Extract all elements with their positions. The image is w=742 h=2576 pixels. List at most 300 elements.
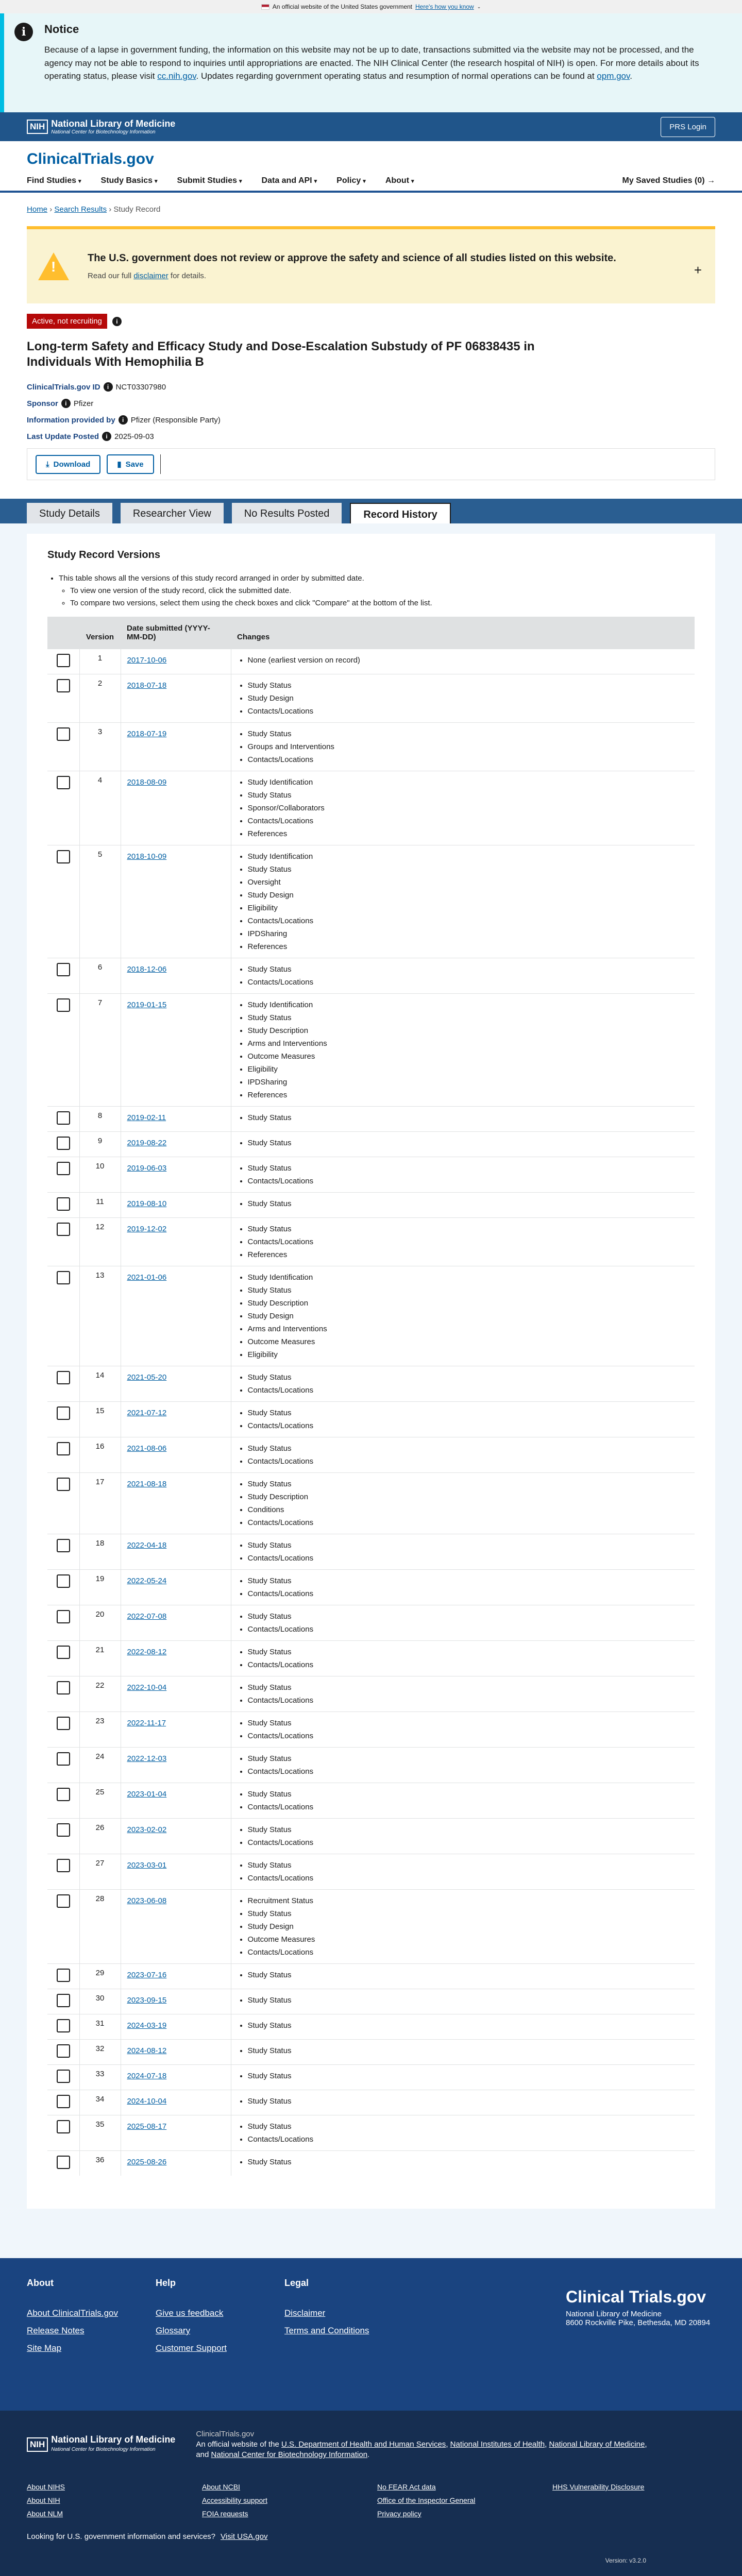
version-date-link[interactable]: 2022-11-17 bbox=[127, 1719, 166, 1727]
changes-list bbox=[238, 1574, 689, 1600]
info-icon: i bbox=[14, 23, 33, 41]
compare-checkbox[interactable] bbox=[57, 1610, 70, 1623]
version-date-link[interactable]: 2022-12-03 bbox=[127, 1754, 167, 1763]
date-cell bbox=[121, 649, 231, 674]
sponsor: Pfizer bbox=[73, 399, 94, 408]
compare-checkbox[interactable] bbox=[57, 1894, 70, 1908]
change-item: • Study Status bbox=[248, 1111, 689, 1124]
compare-checkbox[interactable] bbox=[57, 1162, 70, 1175]
nav-about[interactable] bbox=[385, 176, 414, 185]
compare-checkbox[interactable] bbox=[57, 2044, 70, 2058]
nav-submit-studies[interactable] bbox=[177, 176, 242, 185]
version-number: 6 bbox=[79, 958, 121, 994]
version-number: 22 bbox=[79, 1676, 121, 1712]
changes-cell bbox=[231, 771, 695, 845]
version-date-link[interactable]: 2019-08-10 bbox=[127, 1199, 167, 1208]
usa-gov-row bbox=[27, 2532, 715, 2541]
date-cell bbox=[121, 771, 231, 845]
change-item: • Study Status bbox=[248, 727, 689, 740]
versions-table bbox=[47, 617, 695, 2176]
nih-logo-mark: NIH bbox=[27, 2437, 48, 2452]
change-item: • Study Identification bbox=[248, 850, 689, 863]
change-item: • Contacts/Locations bbox=[248, 1658, 689, 1671]
record-history-card bbox=[27, 534, 715, 2209]
select-cell bbox=[47, 1218, 79, 1266]
changes-list bbox=[238, 654, 689, 667]
change-item: • Contacts/Locations bbox=[248, 1587, 689, 1600]
version-date-link[interactable]: 2023-07-16 bbox=[127, 1971, 167, 1979]
select-cell bbox=[47, 1748, 79, 1783]
nih-link[interactable]: National Institutes of Health bbox=[450, 2440, 545, 2449]
table-row bbox=[47, 2014, 695, 2040]
changes-list bbox=[238, 1137, 689, 1149]
table-row bbox=[47, 1193, 695, 1218]
disclaimer-link[interactable]: disclaimer bbox=[133, 272, 168, 280]
date-cell bbox=[121, 2151, 231, 2176]
nav-find-studies[interactable] bbox=[27, 176, 81, 185]
info-icon[interactable]: i bbox=[61, 399, 71, 408]
changes-cell bbox=[231, 958, 695, 994]
changes-list bbox=[238, 2156, 689, 2168]
footer-bottom-link[interactable]: No FEAR Act data bbox=[377, 2483, 436, 2491]
ncbi-link[interactable]: National Center for Biotechnology Information bbox=[211, 2450, 368, 2459]
table-row bbox=[47, 958, 695, 994]
compare-checkbox[interactable] bbox=[57, 1994, 70, 2007]
footer-link[interactable]: Customer Support bbox=[156, 2343, 227, 2353]
change-item: • Study Status bbox=[248, 1539, 689, 1552]
footer-bottom-link[interactable]: Accessibility support bbox=[202, 2496, 267, 2504]
change-item: • Study Status bbox=[248, 2044, 689, 2057]
change-item: • Sponsor/Collaborators bbox=[248, 802, 689, 815]
change-item: • Study Status bbox=[248, 1788, 689, 1801]
compare-checkbox[interactable] bbox=[57, 2070, 70, 2083]
change-item: • Contacts/Locations bbox=[248, 1801, 689, 1814]
version-date-link[interactable]: 2022-10-04 bbox=[127, 1683, 167, 1692]
footer-bottom-link[interactable]: About NIHS bbox=[27, 2483, 65, 2491]
compare-checkbox[interactable] bbox=[57, 1271, 70, 1284]
ncbi-name: National Center for Biotechnology Information bbox=[51, 129, 156, 135]
version-date-link[interactable]: 2021-07-12 bbox=[127, 1409, 167, 1417]
tab-researcher-view[interactable]: Researcher View bbox=[121, 503, 224, 523]
footer-bottom-link[interactable]: Privacy policy bbox=[377, 2510, 421, 2518]
breadcrumb-current: Study Record bbox=[113, 205, 161, 214]
compare-checkbox[interactable] bbox=[57, 2095, 70, 2108]
nav-data-api[interactable] bbox=[262, 176, 317, 185]
version-date-link[interactable]: 2018-07-18 bbox=[127, 681, 167, 690]
table-row bbox=[47, 1570, 695, 1605]
tab-study-details[interactable]: Study Details bbox=[27, 503, 112, 523]
date-cell bbox=[121, 1157, 231, 1193]
change-item: • Contacts/Locations bbox=[248, 1730, 689, 1742]
version-number: 2 bbox=[79, 674, 121, 723]
version-number: 34 bbox=[79, 2090, 121, 2115]
changes-list bbox=[238, 1111, 689, 1124]
compare-checkbox[interactable] bbox=[57, 1223, 70, 1236]
compare-checkbox[interactable] bbox=[57, 1717, 70, 1730]
change-item: • Study Status bbox=[248, 1823, 689, 1836]
footer-link[interactable]: Give us feedback bbox=[156, 2308, 224, 2318]
nlm-footer-logo[interactable] bbox=[27, 2429, 175, 2460]
changes-cell bbox=[231, 1964, 695, 1989]
changes-cell bbox=[231, 1854, 695, 1890]
footer-bottom-link[interactable]: About NCBI bbox=[202, 2483, 240, 2491]
nav-label: Data and API bbox=[261, 176, 312, 185]
expand-icon[interactable]: + bbox=[694, 262, 702, 278]
change-item: • Study Status bbox=[248, 1197, 689, 1210]
version-number: 28 bbox=[79, 1890, 121, 1964]
version-number: 32 bbox=[79, 2040, 121, 2065]
changes-cell bbox=[231, 2014, 695, 2040]
compare-checkbox[interactable] bbox=[57, 850, 70, 863]
change-item: • Study Status bbox=[248, 1717, 689, 1730]
change-item: • Study Status bbox=[248, 2095, 689, 2108]
version-number: 33 bbox=[79, 2065, 121, 2090]
date-cell bbox=[121, 2090, 231, 2115]
version-date-link[interactable]: 2024-08-12 bbox=[127, 2046, 167, 2055]
tab-record-history[interactable]: Record History bbox=[350, 503, 450, 523]
disclaimer-post: for details. bbox=[168, 272, 207, 280]
footer-bottom-link[interactable]: About NIH bbox=[27, 2496, 60, 2504]
download-label: Download bbox=[53, 460, 91, 469]
info-icon[interactable]: i bbox=[112, 317, 122, 326]
save-button[interactable] bbox=[107, 454, 154, 474]
gov-banner bbox=[0, 0, 742, 13]
col-date: Date submitted (YYYY-MM-DD) bbox=[121, 617, 231, 649]
prs-login-button[interactable]: PRS Login bbox=[661, 117, 715, 137]
date-cell bbox=[121, 2115, 231, 2151]
footer-link[interactable]: Site Map bbox=[27, 2343, 62, 2353]
select-cell bbox=[47, 1676, 79, 1712]
compare-checkbox[interactable] bbox=[57, 1752, 70, 1766]
breadcrumb-sep: › bbox=[49, 205, 53, 214]
change-item: • Conditions bbox=[248, 1503, 689, 1516]
col-select bbox=[47, 617, 79, 649]
select-cell bbox=[47, 674, 79, 723]
compare-checkbox[interactable] bbox=[57, 1823, 70, 1837]
changes-cell bbox=[231, 1402, 695, 1437]
date-cell bbox=[121, 1402, 231, 1437]
change-item: • Contacts/Locations bbox=[248, 976, 689, 989]
compare-checkbox[interactable] bbox=[57, 654, 70, 667]
change-item: • Study Status bbox=[248, 1406, 689, 1419]
versions-intro bbox=[47, 572, 695, 609]
compare-checkbox[interactable] bbox=[57, 1406, 70, 1420]
compare-checkbox[interactable] bbox=[57, 776, 70, 789]
select-cell bbox=[47, 1712, 79, 1748]
version-date-link[interactable]: 2025-08-26 bbox=[127, 2158, 167, 2166]
version-date-link[interactable]: 2022-07-08 bbox=[127, 1612, 167, 1621]
info-icon[interactable]: i bbox=[102, 432, 111, 441]
changes-cell bbox=[231, 1218, 695, 1266]
version-label: Version: v3.2.0 bbox=[605, 2557, 646, 2564]
changes-list bbox=[238, 1478, 689, 1529]
change-item: • Study Status bbox=[248, 1011, 689, 1024]
footer-bottom-link[interactable]: Office of the Inspector General bbox=[377, 2496, 476, 2504]
changes-list bbox=[238, 1223, 689, 1261]
select-cell bbox=[47, 1437, 79, 1473]
compare-checkbox[interactable] bbox=[57, 1197, 70, 1211]
changes-list bbox=[238, 1752, 689, 1778]
changes-cell bbox=[231, 1366, 695, 1402]
select-cell bbox=[47, 1473, 79, 1534]
version-date-link[interactable]: 2021-05-20 bbox=[127, 1373, 167, 1382]
changes-list bbox=[238, 2120, 689, 2146]
hhs-link[interactable]: U.S. Department of Health and Human Services bbox=[281, 2440, 446, 2449]
download-button[interactable] bbox=[36, 455, 100, 474]
compare-checkbox[interactable] bbox=[57, 2156, 70, 2169]
divider bbox=[160, 454, 161, 474]
change-item: • Contacts/Locations bbox=[248, 1694, 689, 1707]
version-number: 20 bbox=[79, 1605, 121, 1641]
change-item: • Contacts/Locations bbox=[248, 1552, 689, 1565]
versions-heading: Study Record Versions bbox=[47, 549, 160, 561]
chevron-down-icon: ▾ bbox=[155, 178, 158, 184]
breadcrumb-home[interactable]: Home bbox=[27, 205, 48, 214]
change-item: • Study Status bbox=[248, 1752, 689, 1765]
version-number: 10 bbox=[79, 1157, 121, 1193]
version-date-link[interactable]: 2018-10-09 bbox=[127, 852, 167, 861]
footer-legal-title: Legal bbox=[284, 2278, 309, 2288]
breadcrumb-search[interactable]: Search Results bbox=[54, 205, 107, 214]
sponsor-label: Sponsor bbox=[27, 399, 58, 408]
footer-link[interactable]: Terms and Conditions bbox=[284, 2326, 369, 2335]
version-date-link[interactable]: 2023-09-15 bbox=[127, 1996, 167, 2005]
date-cell bbox=[121, 674, 231, 723]
version-number: 19 bbox=[79, 1570, 121, 1605]
table-row bbox=[47, 2040, 695, 2065]
version-date-link[interactable]: 2023-03-01 bbox=[127, 1861, 167, 1870]
nlm-header bbox=[0, 112, 742, 141]
footer-link[interactable]: Glossary bbox=[156, 2326, 191, 2335]
fb-and: and bbox=[196, 2450, 209, 2459]
opm-link[interactable]: opm.gov bbox=[597, 71, 630, 81]
date-cell bbox=[121, 1570, 231, 1605]
change-item: • Contacts/Locations bbox=[248, 1836, 689, 1849]
version-date-link[interactable]: 2018-07-19 bbox=[127, 730, 167, 738]
change-item: • Study Status bbox=[248, 2070, 689, 2082]
nlm-logo[interactable] bbox=[27, 118, 175, 135]
compare-checkbox[interactable] bbox=[57, 727, 70, 741]
version-number: 7 bbox=[79, 994, 121, 1107]
date-cell bbox=[121, 958, 231, 994]
version-date-link[interactable]: 2024-07-18 bbox=[127, 2072, 167, 2080]
info-icon[interactable]: i bbox=[119, 415, 128, 425]
footer-help-title: Help bbox=[156, 2278, 176, 2288]
compare-checkbox[interactable] bbox=[57, 1646, 70, 1659]
changes-list bbox=[238, 1788, 689, 1814]
compare-checkbox[interactable] bbox=[57, 963, 70, 976]
cc-nih-link[interactable]: cc.nih.gov bbox=[157, 71, 196, 81]
compare-checkbox[interactable] bbox=[57, 1539, 70, 1552]
version-date-link[interactable]: 2019-08-22 bbox=[127, 1139, 167, 1147]
version-date-link[interactable]: 2023-01-04 bbox=[127, 1790, 167, 1799]
footer-address: 8600 Rockville Pike, Bethesda, MD 20894 bbox=[566, 2318, 711, 2327]
change-item: • Study Status bbox=[248, 1681, 689, 1694]
version-date-link[interactable]: 2023-02-02 bbox=[127, 1825, 167, 1834]
change-item: • Study Status bbox=[248, 1610, 689, 1623]
gov-banner-text: An official website of the United States government bbox=[272, 3, 413, 10]
provided-by: Pfizer (Responsible Party) bbox=[130, 415, 221, 425]
version-number: 31 bbox=[79, 2014, 121, 2040]
saved-label: My Saved Studies (0) bbox=[622, 176, 705, 185]
change-item: • Study Status bbox=[248, 1994, 689, 2007]
footer-link[interactable]: About ClinicalTrials.gov bbox=[27, 2308, 118, 2318]
select-cell bbox=[47, 2090, 79, 2115]
footer-link[interactable]: Disclaimer bbox=[284, 2308, 326, 2318]
version-number: 1 bbox=[79, 649, 121, 674]
select-cell bbox=[47, 1854, 79, 1890]
usa-gov-link[interactable]: Visit USA.gov bbox=[221, 2532, 268, 2541]
version-date-link[interactable]: 2021-08-18 bbox=[127, 1480, 167, 1488]
date-cell bbox=[121, 1641, 231, 1676]
version-date-link[interactable]: 2019-02-11 bbox=[127, 1113, 166, 1122]
change-item: • None (earliest version on record) bbox=[248, 654, 689, 667]
footer-bottom-link[interactable]: FOIA requests bbox=[202, 2510, 248, 2518]
disclaimer-text bbox=[88, 272, 616, 280]
main-nav bbox=[0, 168, 742, 193]
compare-checkbox[interactable] bbox=[57, 1442, 70, 1455]
select-cell bbox=[47, 1783, 79, 1819]
compare-checkbox[interactable] bbox=[57, 1371, 70, 1384]
compare-checkbox[interactable] bbox=[57, 1859, 70, 1872]
change-item: • Study Status bbox=[248, 1859, 689, 1872]
changes-list bbox=[238, 1859, 689, 1885]
changes-cell bbox=[231, 1473, 695, 1534]
change-item: • Eligibility bbox=[248, 902, 689, 914]
changes-cell bbox=[231, 674, 695, 723]
table-row bbox=[47, 1676, 695, 1712]
version-date-link[interactable]: 2021-08-06 bbox=[127, 1444, 167, 1453]
version-date-link[interactable]: 2019-12-02 bbox=[127, 1225, 167, 1233]
date-cell bbox=[121, 723, 231, 771]
table-row bbox=[47, 994, 695, 1107]
version-date-link[interactable]: 2022-05-24 bbox=[127, 1577, 167, 1585]
changes-cell bbox=[231, 2151, 695, 2176]
compare-checkbox[interactable] bbox=[57, 1681, 70, 1694]
compare-checkbox[interactable] bbox=[57, 1788, 70, 1801]
compare-checkbox[interactable] bbox=[57, 679, 70, 692]
date-cell bbox=[121, 1193, 231, 1218]
info-icon[interactable]: i bbox=[104, 382, 113, 392]
footer-link[interactable]: Release Notes bbox=[27, 2326, 85, 2335]
version-number: 17 bbox=[79, 1473, 121, 1534]
date-cell bbox=[121, 1712, 231, 1748]
compare-checkbox[interactable] bbox=[57, 1478, 70, 1491]
changes-list bbox=[238, 1610, 689, 1636]
changes-list bbox=[238, 1162, 689, 1188]
changes-cell bbox=[231, 1641, 695, 1676]
change-item: • Study Status bbox=[248, 1574, 689, 1587]
table-row bbox=[47, 1366, 695, 1402]
changes-list bbox=[238, 679, 689, 718]
version-date-link[interactable]: 2024-03-19 bbox=[127, 2021, 167, 2030]
version-number: 13 bbox=[79, 1266, 121, 1366]
table-row bbox=[47, 1605, 695, 1641]
date-cell bbox=[121, 1218, 231, 1266]
change-item: • Study Identification bbox=[248, 998, 689, 1011]
usa-gov-question: Looking for U.S. government information and services? bbox=[27, 2532, 216, 2541]
nav-study-basics[interactable] bbox=[101, 176, 158, 185]
warning-icon bbox=[38, 252, 69, 280]
compare-checkbox[interactable] bbox=[57, 1574, 70, 1588]
version-date-link[interactable]: 2021-01-06 bbox=[127, 1273, 167, 1282]
version-date-link[interactable]: 2025-08-17 bbox=[127, 2122, 167, 2131]
version-date-link[interactable]: 2022-08-12 bbox=[127, 1648, 167, 1656]
footer-logo: Clinical Trials.gov bbox=[566, 2287, 706, 2306]
change-item: • References bbox=[248, 940, 689, 953]
changes-cell bbox=[231, 1748, 695, 1783]
disclaimer-accordion[interactable] bbox=[27, 226, 715, 303]
version-date-link[interactable]: 2024-10-04 bbox=[127, 2097, 167, 2106]
changes-list bbox=[238, 2019, 689, 2032]
changes-list bbox=[238, 1197, 689, 1210]
version-number: 30 bbox=[79, 1989, 121, 2014]
arrow-right-icon: → bbox=[707, 176, 715, 185]
nav-label: Policy bbox=[336, 176, 361, 185]
compare-checkbox[interactable] bbox=[57, 2120, 70, 2133]
footer-about-title: About bbox=[27, 2278, 54, 2288]
chevron-down-icon: ▾ bbox=[78, 178, 81, 184]
version-date-link[interactable]: 2019-01-15 bbox=[127, 1001, 167, 1009]
date-cell bbox=[121, 1473, 231, 1534]
change-item: • Contacts/Locations bbox=[248, 1235, 689, 1248]
date-cell bbox=[121, 1437, 231, 1473]
compare-checkbox[interactable] bbox=[57, 1137, 70, 1150]
version-date-link[interactable]: 2018-12-06 bbox=[127, 965, 167, 974]
version-date-link[interactable]: 2022-04-18 bbox=[127, 1541, 167, 1550]
changes-list bbox=[238, 2095, 689, 2108]
compare-checkbox[interactable] bbox=[57, 2019, 70, 2032]
version-number: 9 bbox=[79, 1132, 121, 1157]
nlm-link[interactable]: National Library of Medicine bbox=[549, 2440, 645, 2449]
date-cell bbox=[121, 2040, 231, 2065]
version-date-link[interactable]: 2023-06-08 bbox=[127, 1896, 167, 1905]
version-date-link[interactable]: 2018-08-09 bbox=[127, 778, 167, 787]
change-item: • Contacts/Locations bbox=[248, 1175, 689, 1188]
compare-checkbox[interactable] bbox=[57, 1111, 70, 1125]
nav-policy[interactable] bbox=[336, 176, 366, 185]
footer-bottom-link[interactable]: HHS Vulnerability Disclosure bbox=[552, 2483, 645, 2491]
my-saved-studies[interactable] bbox=[622, 176, 716, 185]
change-item: • Oversight bbox=[248, 876, 689, 889]
select-cell bbox=[47, 1132, 79, 1157]
changes-list bbox=[238, 1539, 689, 1565]
compare-checkbox[interactable] bbox=[57, 1969, 70, 1982]
table-row bbox=[47, 771, 695, 845]
tab-no-results-posted[interactable]: No Results Posted bbox=[232, 503, 342, 523]
version-number: 18 bbox=[79, 1534, 121, 1570]
table-row bbox=[47, 1783, 695, 1819]
save-label: Save bbox=[125, 460, 144, 469]
changes-cell bbox=[231, 1676, 695, 1712]
change-item: • Study Status bbox=[248, 863, 689, 876]
date-cell bbox=[121, 1107, 231, 1132]
date-cell bbox=[121, 994, 231, 1107]
table-row bbox=[47, 1989, 695, 2014]
footer-bottom-link[interactable]: About NLM bbox=[27, 2510, 63, 2518]
table-row bbox=[47, 1218, 695, 1266]
how-you-know-link[interactable]: Here's how you know bbox=[415, 3, 474, 10]
clinicaltrials-logo[interactable]: ClinicalTrials.gov bbox=[27, 150, 154, 167]
select-cell bbox=[47, 845, 79, 958]
compare-checkbox[interactable] bbox=[57, 998, 70, 1012]
version-number: 29 bbox=[79, 1964, 121, 1989]
notice-text: . Updates regarding government operating status and resumption of normal operations can be found at bbox=[196, 71, 597, 81]
version-number: 15 bbox=[79, 1402, 121, 1437]
content-area bbox=[0, 523, 742, 2258]
version-date-link[interactable]: 2019-06-03 bbox=[127, 1164, 167, 1173]
version-date-link[interactable]: 2017-10-06 bbox=[127, 656, 167, 665]
